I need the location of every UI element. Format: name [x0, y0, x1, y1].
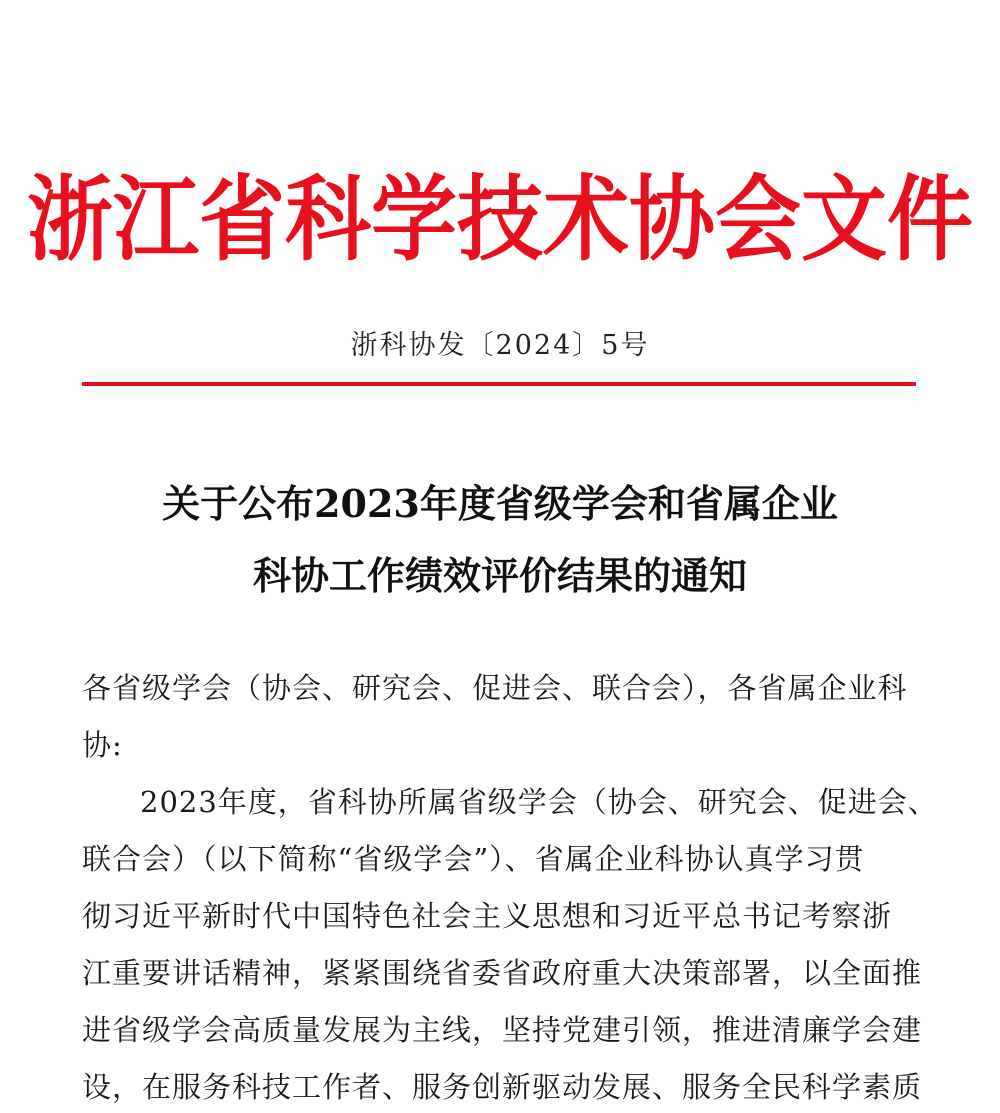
notice-title-line-1: 关于公布2023年度省级学会和省属企业 [162, 481, 838, 526]
paragraph-line: 江重要讲话精神，紧紧围绕省委省政府重大决策部署，以全面推 [82, 956, 923, 990]
red-divider-line [82, 382, 916, 386]
notice-title-line-2: 科协工作绩效评价结果的通知 [252, 553, 747, 598]
paragraph-line: 进省级学会高质量发展为主线，坚持党建引领，推进清廉学会建 [82, 1013, 923, 1047]
salutation-line-1: 各省级学会（协会、研究会、促进会、联合会），各省属企业科 [82, 671, 908, 705]
salutation-line-2: 协: [82, 728, 123, 762]
notice-title [0, 468, 1000, 612]
document-body [82, 660, 938, 1113]
body-paragraph-1 [82, 774, 938, 1113]
salutation [82, 660, 922, 774]
document-masthead: 浙江省科学技术协会文件 [27, 166, 973, 274]
paragraph-line: 2023年度，省科协所属省级学会（协会、研究会、促进会、 [140, 785, 938, 819]
paragraph-line: 彻习近平新时代中国特色社会主义思想和习近平总书记考察浙 [82, 899, 893, 933]
document-number: 浙科协发〔2024〕5号 [350, 330, 650, 361]
paragraph-line: 设，在服务科技工作者、服务创新驱动发展、服务全民科学素质 [82, 1070, 923, 1104]
paragraph-line: 联合会）（以下简称“省级学会”）、省属企业科协认真学习贯 [82, 842, 865, 876]
